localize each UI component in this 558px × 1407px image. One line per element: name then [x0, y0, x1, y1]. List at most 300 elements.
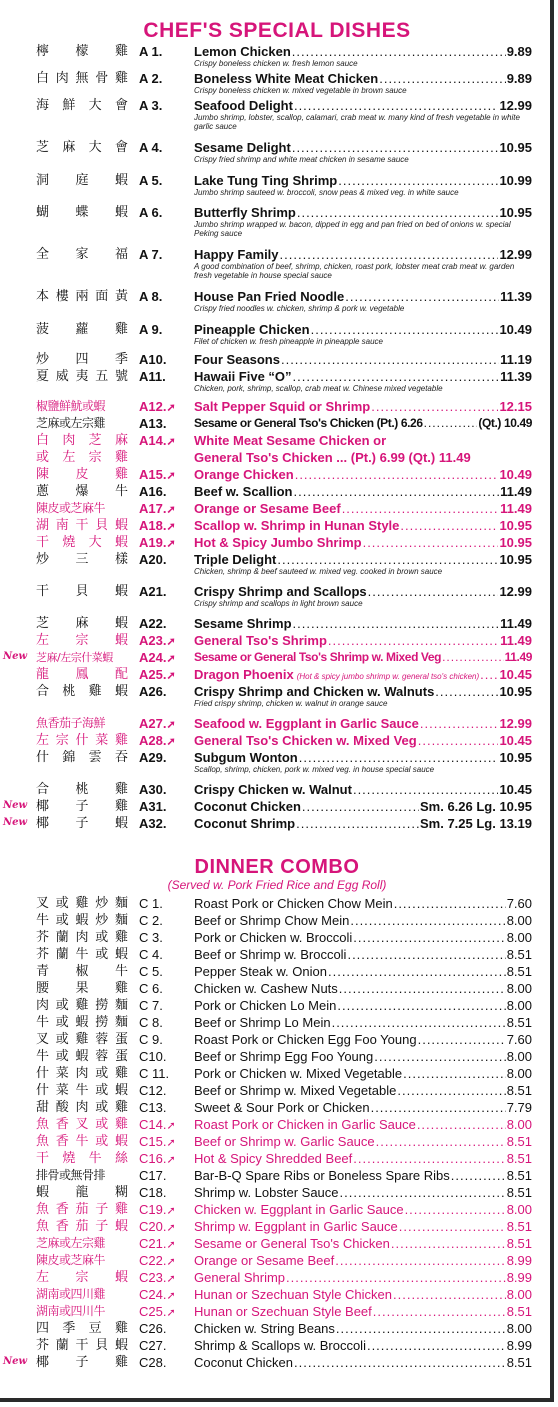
item-chinese-name: 炒三樣 — [36, 552, 128, 567]
item-price: 8.99 — [506, 1253, 532, 1268]
item-name-line — [194, 415, 532, 432]
item-name-line — [194, 321, 532, 338]
dot-leader — [368, 583, 499, 600]
item-code — [139, 97, 193, 114]
item-name-line — [194, 449, 532, 466]
spicy-arrow-icon: ➚ — [166, 538, 176, 550]
item-name: Scallop w. Shrimp in Hunan Style — [194, 518, 400, 533]
item-name: Seafood w. Eggplant in Garlic Sauce — [194, 716, 419, 731]
item-description: Jumbo shrimp sauteed w. broccoli, snow peas & mixed veg. in white sauce — [194, 188, 459, 197]
item-description: Jumbo shrimp, lobster, scallop, calamari, crab meat w. many kind of fresh vegetable in white garlic sauce — [194, 113, 520, 131]
item-name: Coconut Chicken — [194, 799, 301, 814]
item-chinese-name: 干燒大蝦 — [36, 535, 128, 550]
item-name: Beef or Shrimp w. Broccoli — [194, 947, 347, 962]
dot-leader — [418, 732, 499, 749]
item-code-text: A17. — [139, 501, 167, 516]
item-chinese-name: 左宗什菜雞 — [36, 733, 128, 748]
item-code-text: A13. — [139, 416, 167, 431]
item-code-text: A 8. — [139, 289, 163, 304]
item-name: Pork or Chicken w. Broccoli — [194, 930, 353, 945]
item-code — [139, 781, 193, 798]
dot-leader — [336, 1320, 506, 1337]
item-code-text: C19. — [139, 1202, 167, 1217]
item-price: 11.39 — [500, 369, 532, 384]
item-code-text: A14. — [139, 433, 167, 448]
item-name-line — [194, 1065, 532, 1082]
item-price: 8.51 — [506, 1168, 532, 1183]
item-chinese-name: 腰果雞 — [36, 981, 128, 996]
item-chinese-name: 青椒牛 — [36, 964, 128, 979]
item-name: Beef or Shrimp w. Mixed Vegetable — [194, 1083, 397, 1098]
item-code-text: C 1. — [139, 896, 163, 911]
item-name-line — [194, 70, 532, 87]
item-chinese-name: 椰子蝦 — [36, 816, 128, 831]
spicy-arrow-icon: ➚ — [166, 1307, 176, 1319]
item-chinese-name: 什菜肉或雞 — [36, 1066, 128, 1081]
dot-leader — [286, 1269, 506, 1286]
item-name: Pineapple Chicken — [194, 322, 310, 337]
item-chinese-name: 牛或蝦炒麵 — [36, 913, 128, 928]
item-name: Beef or Shrimp Chow Mein — [194, 913, 350, 928]
item-code — [139, 946, 193, 963]
item-name: Sesame Delight — [194, 140, 291, 155]
item-code-text: C13. — [139, 1100, 167, 1115]
item-chinese-name: 陳皮雞 — [36, 467, 128, 482]
item-name: Roast Pork or Chicken in Garlic Sauce — [194, 1117, 416, 1132]
item-code-text: C 11. — [139, 1066, 170, 1081]
item-price: 12.99 — [499, 584, 532, 599]
item-price: 8.00 — [506, 998, 532, 1013]
item-chinese-name: 蝦龍糊 — [36, 1185, 128, 1200]
item-code-text: A28. — [139, 733, 167, 748]
item-code-text: C27. — [139, 1338, 167, 1353]
item-chinese-name: 洞庭蝦 — [36, 173, 128, 188]
item-chinese-name: 叉或雞炒麵 — [36, 896, 128, 911]
item-chinese-name: 海鮮大會 — [36, 98, 128, 113]
item-name-line — [194, 534, 532, 551]
item-name: Chicken w. Eggplant in Garlic Sauce — [194, 1202, 404, 1217]
item-chinese-name: 芥蘭干貝蝦 — [36, 1338, 128, 1353]
item-name-line — [194, 1252, 532, 1269]
item-price: 8.51 — [506, 1236, 532, 1251]
item-name: Sweet & Sour Pork or Chicken — [194, 1100, 370, 1115]
item-price: 7.60 — [506, 896, 532, 911]
dot-leader — [328, 963, 506, 980]
item-name-line — [194, 172, 532, 189]
item-code-text: C 8. — [139, 1015, 163, 1030]
item-price: 8.00 — [506, 913, 532, 928]
item-name: Beef or Shrimp Egg Foo Young — [194, 1049, 374, 1064]
item-code-text: A32. — [139, 816, 167, 831]
new-badge: New — [3, 1356, 28, 1367]
item-description: Fried crispy shrimp, chicken w. walnut in orange sauce — [194, 699, 388, 708]
item-name: Coconut Shrimp — [194, 816, 296, 831]
item-chinese-name: 蝴蝶蝦 — [36, 205, 128, 220]
item-chinese-name: 白肉芝麻 — [36, 433, 128, 448]
item-code — [139, 551, 193, 568]
item-name-line — [194, 929, 532, 946]
item-name-line — [194, 980, 532, 997]
spicy-arrow-icon: ➚ — [166, 736, 176, 748]
item-price: 12.99 — [499, 247, 532, 262]
item-code — [139, 1167, 193, 1184]
dot-leader — [442, 649, 504, 666]
dot-leader — [391, 1235, 506, 1252]
item-code-text: A29. — [139, 750, 167, 765]
item-code — [139, 1065, 193, 1082]
item-code — [139, 288, 193, 305]
item-description: Crispy fried shrimp and white meat chicken in sesame sauce — [194, 155, 409, 164]
item-code-text: A26. — [139, 684, 167, 699]
item-price: 11.39 — [500, 289, 532, 304]
item-chinese-name: 白肉無骨雞 — [36, 71, 128, 86]
item-code — [139, 246, 193, 263]
item-name: Crispy Shrimp and Chicken w. Walnuts — [194, 684, 435, 699]
item-description: Chicken, shrimp & beef sauteed w. mixed veg. cooked in brown sauce — [194, 567, 443, 576]
item-name: Pepper Steak w. Onion — [194, 964, 327, 979]
item-code-text: C 5. — [139, 964, 163, 979]
dot-leader — [418, 1031, 506, 1048]
item-code — [139, 351, 193, 368]
item-chinese-name: 檸檬雞 — [36, 44, 128, 59]
spicy-arrow-icon: ➚ — [166, 1137, 176, 1149]
dot-leader — [403, 1065, 506, 1082]
dot-leader — [338, 172, 498, 189]
item-name: Roast Pork or Chicken Egg Foo Young — [194, 1032, 417, 1047]
item-chinese-name: 龍鳳配 — [36, 667, 128, 682]
item-price: 11.49 — [504, 650, 532, 664]
item-code — [139, 895, 193, 912]
dot-leader — [393, 1286, 506, 1303]
item-chinese-name: 芝麻或左宗雞 — [36, 1236, 106, 1250]
item-code-text: A15. — [139, 467, 167, 482]
item-name: Beef or Shrimp Lo Mein — [194, 1015, 331, 1030]
item-name-line — [194, 551, 532, 568]
spicy-arrow-icon: ➚ — [166, 436, 176, 448]
item-price: 10.49 — [499, 322, 532, 337]
item-code-text: C18. — [139, 1185, 167, 1200]
item-name-line — [194, 398, 532, 415]
item-code-text: C 3. — [139, 930, 163, 945]
item-name-line — [194, 1150, 532, 1167]
item-name-line — [194, 649, 532, 666]
dot-leader — [280, 246, 499, 263]
item-name: Dragon Phoenix — [194, 667, 294, 682]
item-chinese-name: 干貝蝦 — [36, 584, 128, 599]
dot-leader — [292, 139, 499, 156]
dot-leader — [424, 415, 478, 432]
item-code — [139, 1099, 193, 1116]
item-code — [139, 415, 193, 432]
item-chinese-name: 左宗蝦 — [36, 1270, 128, 1285]
item-chinese-name: 肉或雞撈麵 — [36, 998, 128, 1013]
item-name-line — [194, 997, 532, 1014]
item-code-text: A 9. — [139, 322, 163, 337]
item-name-line — [194, 946, 532, 963]
dot-leader — [295, 466, 499, 483]
item-chinese-name: 魚香茄子海鮮 — [36, 716, 106, 730]
item-price: 7.79 — [506, 1100, 532, 1115]
item-price: 10.49 — [499, 467, 532, 482]
dot-leader — [294, 97, 499, 114]
dot-leader — [435, 683, 498, 700]
item-price: 8.00 — [506, 1066, 532, 1081]
dot-leader — [342, 500, 499, 517]
spicy-arrow-icon: ➚ — [166, 1154, 176, 1166]
item-name-line — [194, 683, 532, 700]
item-price: Sm. 6.26 Lg. 10.95 — [419, 799, 532, 814]
item-name-line — [194, 749, 532, 766]
item-code-text: C 9. — [139, 1032, 163, 1047]
item-code — [139, 683, 193, 700]
item-name: Lemon Chicken — [194, 44, 291, 59]
item-name-line — [194, 815, 532, 832]
dot-leader — [294, 1354, 506, 1371]
item-chinese-name: 什菜牛或蝦 — [36, 1083, 128, 1098]
item-description: Chicken, pork, shrimp, scallop, crab meat w. Chinese mixed vegetable — [194, 384, 443, 393]
item-code-text: A12. — [139, 399, 167, 414]
item-price: 8.51 — [506, 1151, 532, 1166]
item-name-line — [194, 288, 532, 305]
item-code-text: C23. — [139, 1270, 167, 1285]
item-name-line — [194, 583, 532, 600]
item-chinese-name: 椰子雞 — [36, 1355, 128, 1370]
item-name: Hot & Spicy Shredded Beef — [194, 1151, 353, 1166]
item-chinese-name: 芥蘭肉或雞 — [36, 930, 128, 945]
item-price: 8.51 — [506, 1083, 532, 1098]
dot-leader — [293, 368, 500, 385]
dot-leader — [353, 929, 505, 946]
item-name-line — [194, 1218, 532, 1235]
item-code-text: C15. — [139, 1134, 167, 1149]
item-chinese-name: 陳皮或芝麻牛 — [36, 1253, 106, 1267]
item-code — [139, 70, 193, 87]
item-name: Hunan or Szechuan Style Beef — [194, 1304, 372, 1319]
item-code — [139, 172, 193, 189]
item-price: 11.49 — [500, 616, 532, 631]
item-name: Orange or Sesame Beef — [194, 1253, 335, 1268]
item-name-line — [194, 1354, 532, 1371]
item-code-text: C26. — [139, 1321, 167, 1336]
item-name: Lake Tung Ting Shrimp — [194, 173, 338, 188]
item-price: 11.49 — [500, 633, 532, 648]
item-code-text: A20. — [139, 552, 167, 567]
item-code — [139, 43, 193, 60]
item-code — [139, 432, 193, 451]
item-name: Beef w. Scallion — [194, 484, 293, 499]
item-code-text: A24. — [139, 650, 167, 665]
item-chinese-name: 湖南或四川雞 — [36, 1287, 106, 1301]
item-name: General Tso's Chicken ... (Pt.) 6.99 (Qt.) 11.49 — [194, 450, 471, 465]
item-code — [139, 1014, 193, 1031]
item-name-line — [194, 1031, 532, 1048]
item-description: Scallop, shrimp, chicken, pork w. mixed veg. in house special sauce — [194, 765, 435, 774]
dot-leader — [347, 946, 505, 963]
dot-leader — [420, 715, 499, 732]
item-price: 8.00 — [506, 930, 532, 945]
item-code-text: C28. — [139, 1355, 167, 1370]
item-code-text: C25. — [139, 1304, 167, 1319]
item-code — [139, 798, 193, 815]
dot-leader — [374, 1048, 505, 1065]
item-name-line — [194, 1303, 532, 1320]
item-price: 12.15 — [499, 399, 532, 414]
item-price: 8.99 — [506, 1270, 532, 1285]
item-name: Shrimp & Scallops w. Broccoli — [194, 1338, 366, 1353]
item-price: 8.51 — [506, 1185, 532, 1200]
dot-leader — [379, 70, 505, 87]
item-name: Hunan or Szechuan Style Chicken — [194, 1287, 393, 1302]
item-name-line — [194, 1184, 532, 1201]
new-badge: New — [3, 800, 28, 811]
item-code-text: A22. — [139, 616, 167, 631]
item-code-text: A 2. — [139, 71, 163, 86]
item-code-text: C22. — [139, 1253, 167, 1268]
item-name: Sesame Shrimp — [194, 616, 292, 631]
item-code — [139, 368, 193, 385]
item-name: Happy Family — [194, 247, 279, 262]
item-code-text: A11. — [139, 369, 166, 384]
item-name-line — [194, 43, 532, 60]
dot-leader — [350, 912, 505, 929]
item-code — [139, 1354, 193, 1371]
item-chinese-name: 魚香茄子雞 — [36, 1202, 128, 1217]
dot-leader — [451, 1167, 506, 1184]
item-price: 8.00 — [506, 1117, 532, 1132]
dot-leader — [332, 1014, 506, 1031]
item-code-text: C21. — [139, 1236, 167, 1251]
item-code — [139, 749, 193, 766]
item-price: 10.95 — [499, 750, 532, 765]
item-price: 8.51 — [506, 1219, 532, 1234]
item-chinese-name: 魚香茄子蝦 — [36, 1219, 128, 1234]
dot-leader — [281, 351, 499, 368]
item-code-text: A 5. — [139, 173, 163, 188]
item-name: Subgum Wonton — [194, 750, 298, 765]
item-code — [139, 583, 193, 600]
item-name: Shrimp w. Eggplant in Garlic Sauce — [194, 1219, 398, 1234]
item-name: Crispy Shrimp and Scallops — [194, 584, 367, 599]
item-chinese-name: 或左宗雞 — [36, 450, 128, 465]
item-chinese-name: 左宗蝦 — [36, 633, 128, 648]
item-chinese-name: 芝麻大會 — [36, 140, 128, 155]
item-chinese-name: 陳皮或芝麻牛 — [36, 501, 106, 515]
spicy-arrow-icon: ➚ — [166, 636, 176, 648]
item-name-line — [194, 615, 532, 632]
item-name: General Shrimp — [194, 1270, 286, 1285]
item-code-text: A18. — [139, 518, 167, 533]
item-code — [139, 815, 193, 832]
item-code — [139, 1082, 193, 1099]
item-name-line — [194, 246, 532, 263]
item-name-line — [194, 500, 532, 517]
item-description: Crispy fried noodles w. chicken, shrimp & pork w. vegetable — [194, 304, 405, 313]
item-code-text: C 6. — [139, 981, 163, 996]
item-code-text: A10. — [139, 352, 167, 367]
spicy-arrow-icon: ➚ — [166, 1205, 176, 1217]
item-description: Jumbo shrimp wrapped w. bacon, dipped in egg and pan fried on bed of onions w. special Peking sauce — [194, 220, 511, 238]
item-name-line — [194, 1269, 532, 1286]
item-name: Sesame or General Tso's Chicken — [194, 1236, 390, 1251]
dot-leader — [293, 615, 500, 632]
dot-leader — [335, 1252, 505, 1269]
item-code-text: A25. — [139, 667, 167, 682]
item-chinese-name: 夏威夷五號 — [36, 369, 128, 384]
spicy-arrow-icon: ➚ — [166, 653, 176, 665]
item-price: 11.19 — [500, 352, 532, 367]
item-code-text: A 1. — [139, 44, 163, 59]
item-price: 10.95 — [499, 684, 532, 699]
item-code — [139, 139, 193, 156]
dot-leader — [394, 895, 506, 912]
item-chinese-name: 炒四季 — [36, 352, 128, 367]
item-code-text: C 7. — [139, 998, 163, 1013]
dot-leader — [399, 1218, 506, 1235]
spicy-arrow-icon: ➚ — [166, 719, 176, 731]
item-description: Filet of chicken w. fresh pineapple in pineapple sauce — [194, 337, 384, 346]
item-price: 10.95 — [499, 518, 532, 533]
item-chinese-name: 魚香叉或雞 — [36, 1117, 128, 1132]
item-name: Seafood Delight — [194, 98, 293, 113]
spicy-arrow-icon: ➚ — [166, 1239, 176, 1251]
item-price: 8.51 — [506, 1304, 532, 1319]
item-code — [139, 204, 193, 221]
dot-leader — [405, 1201, 506, 1218]
item-code — [139, 1048, 193, 1065]
dot-leader — [340, 1184, 506, 1201]
item-code-text: A16. — [139, 484, 167, 499]
item-price: 10.95 — [499, 205, 532, 220]
item-description: Crispy boneless chicken w. mixed vegetable in brown sauce — [194, 86, 407, 95]
item-name: Pork or Chicken w. Mixed Vegetable — [194, 1066, 403, 1081]
item-price: 10.99 — [499, 173, 532, 188]
dot-leader — [345, 288, 499, 305]
item-name: General Tso's Shrimp — [194, 633, 327, 648]
item-price: 8.51 — [506, 1134, 532, 1149]
item-name-line — [194, 895, 532, 912]
item-price: 8.00 — [506, 981, 532, 996]
item-price: 8.99 — [506, 1338, 532, 1353]
item-price: 8.00 — [506, 1049, 532, 1064]
item-code — [139, 1320, 193, 1337]
item-name: Crispy Chicken w. Walnut — [194, 782, 352, 797]
item-name-line — [194, 1133, 532, 1150]
item-chinese-name: 芥蘭牛或蝦 — [36, 947, 128, 962]
dot-leader — [371, 1099, 506, 1116]
item-description: Crispy shrimp and scallops in light brown sauce — [194, 599, 363, 608]
item-chinese-name: 合桃雞蝦 — [36, 684, 128, 699]
dot-leader — [311, 321, 499, 338]
item-name-line — [194, 963, 532, 980]
item-code-text: C20. — [139, 1219, 167, 1234]
item-price: 8.00 — [506, 1202, 532, 1217]
item-chinese-name: 蔥爆牛 — [36, 484, 128, 499]
dot-leader — [371, 398, 498, 415]
dot-leader — [294, 483, 500, 500]
item-name: Pork or Chicken Lo Mein — [194, 998, 337, 1013]
item-code — [139, 1184, 193, 1201]
item-price: 8.00 — [506, 1321, 532, 1336]
item-name: Orange or Sesame Beef — [194, 501, 341, 516]
item-chinese-name: 合桃雞 — [36, 782, 128, 797]
item-name: Coconut Chicken — [194, 1355, 293, 1370]
item-chinese-name: 牛或蝦撈麵 — [36, 1015, 128, 1030]
item-description: Crispy boneless chicken w. fresh lemon sauce — [194, 59, 358, 68]
item-code-text: A 6. — [139, 205, 163, 220]
dot-leader — [292, 43, 506, 60]
item-price: 9.89 — [506, 44, 532, 59]
item-chinese-name: 菠蘿雞 — [36, 322, 128, 337]
